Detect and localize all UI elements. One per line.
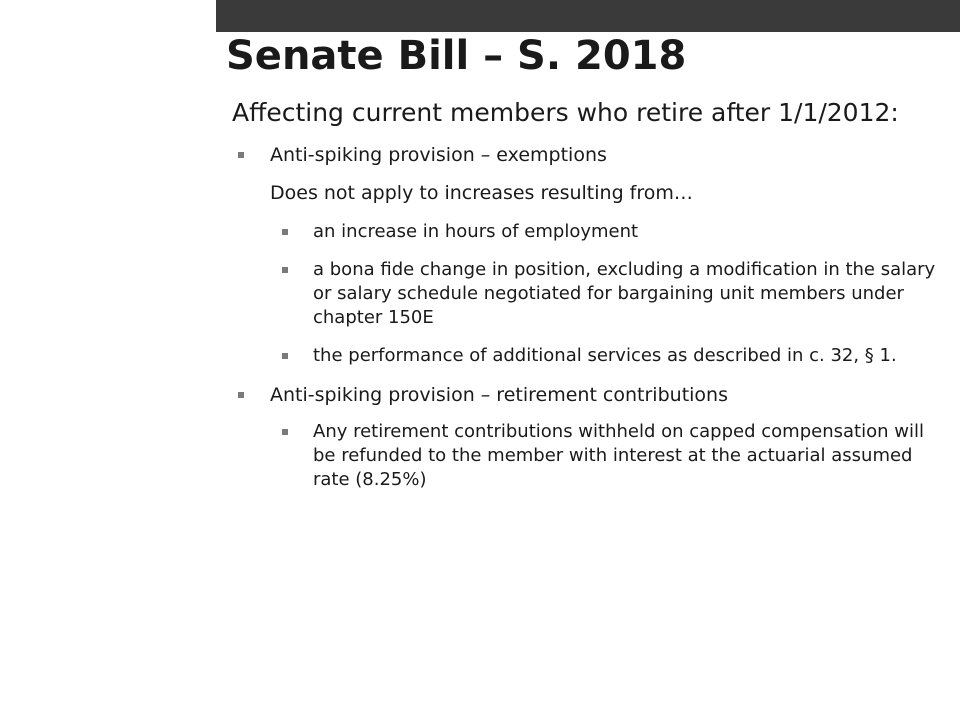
subheading-text-item (232, 180, 944, 206)
square-bullet-icon (282, 429, 288, 435)
slide-content (232, 96, 944, 506)
slide-title: Senate Bill – S. 2018 (226, 33, 687, 79)
sub-bullet-text: Any retirement contributions withheld on capped compensation will be refunded to the member with interest at the actuarial assumed rate (8.25%) (313, 421, 924, 490)
bullet-text: Anti-spiking provision – retirement contributions (270, 384, 728, 406)
sub-bullet-text: the performance of additional services as described in c. 32, § 1. (313, 345, 897, 366)
square-bullet-icon (282, 353, 288, 359)
subheading-text: Does not apply to increases resulting from… (270, 182, 693, 204)
sub-bullet-item (232, 220, 944, 244)
sub-bullet-text: an increase in hours of employment (313, 221, 639, 242)
sub-bullet-item (232, 344, 944, 368)
sub-bullet-item (232, 420, 944, 492)
square-bullet-icon (238, 152, 244, 158)
square-bullet-icon (238, 392, 244, 398)
bullet-item (232, 382, 944, 408)
lead-text: Affecting current members who retire after 1/1/2012: (232, 98, 899, 127)
square-bullet-icon (282, 267, 288, 273)
square-bullet-icon (282, 229, 288, 235)
bullet-item (232, 142, 944, 168)
header-bar (216, 0, 960, 32)
sub-bullet-item (232, 258, 944, 330)
bullet-text: Anti-spiking provision – exemptions (270, 144, 607, 166)
sub-bullet-text: a bona fide change in position, excluding a modification in the salary or salary schedule negotiated for bargaining unit members under chapter 150E (313, 259, 936, 328)
